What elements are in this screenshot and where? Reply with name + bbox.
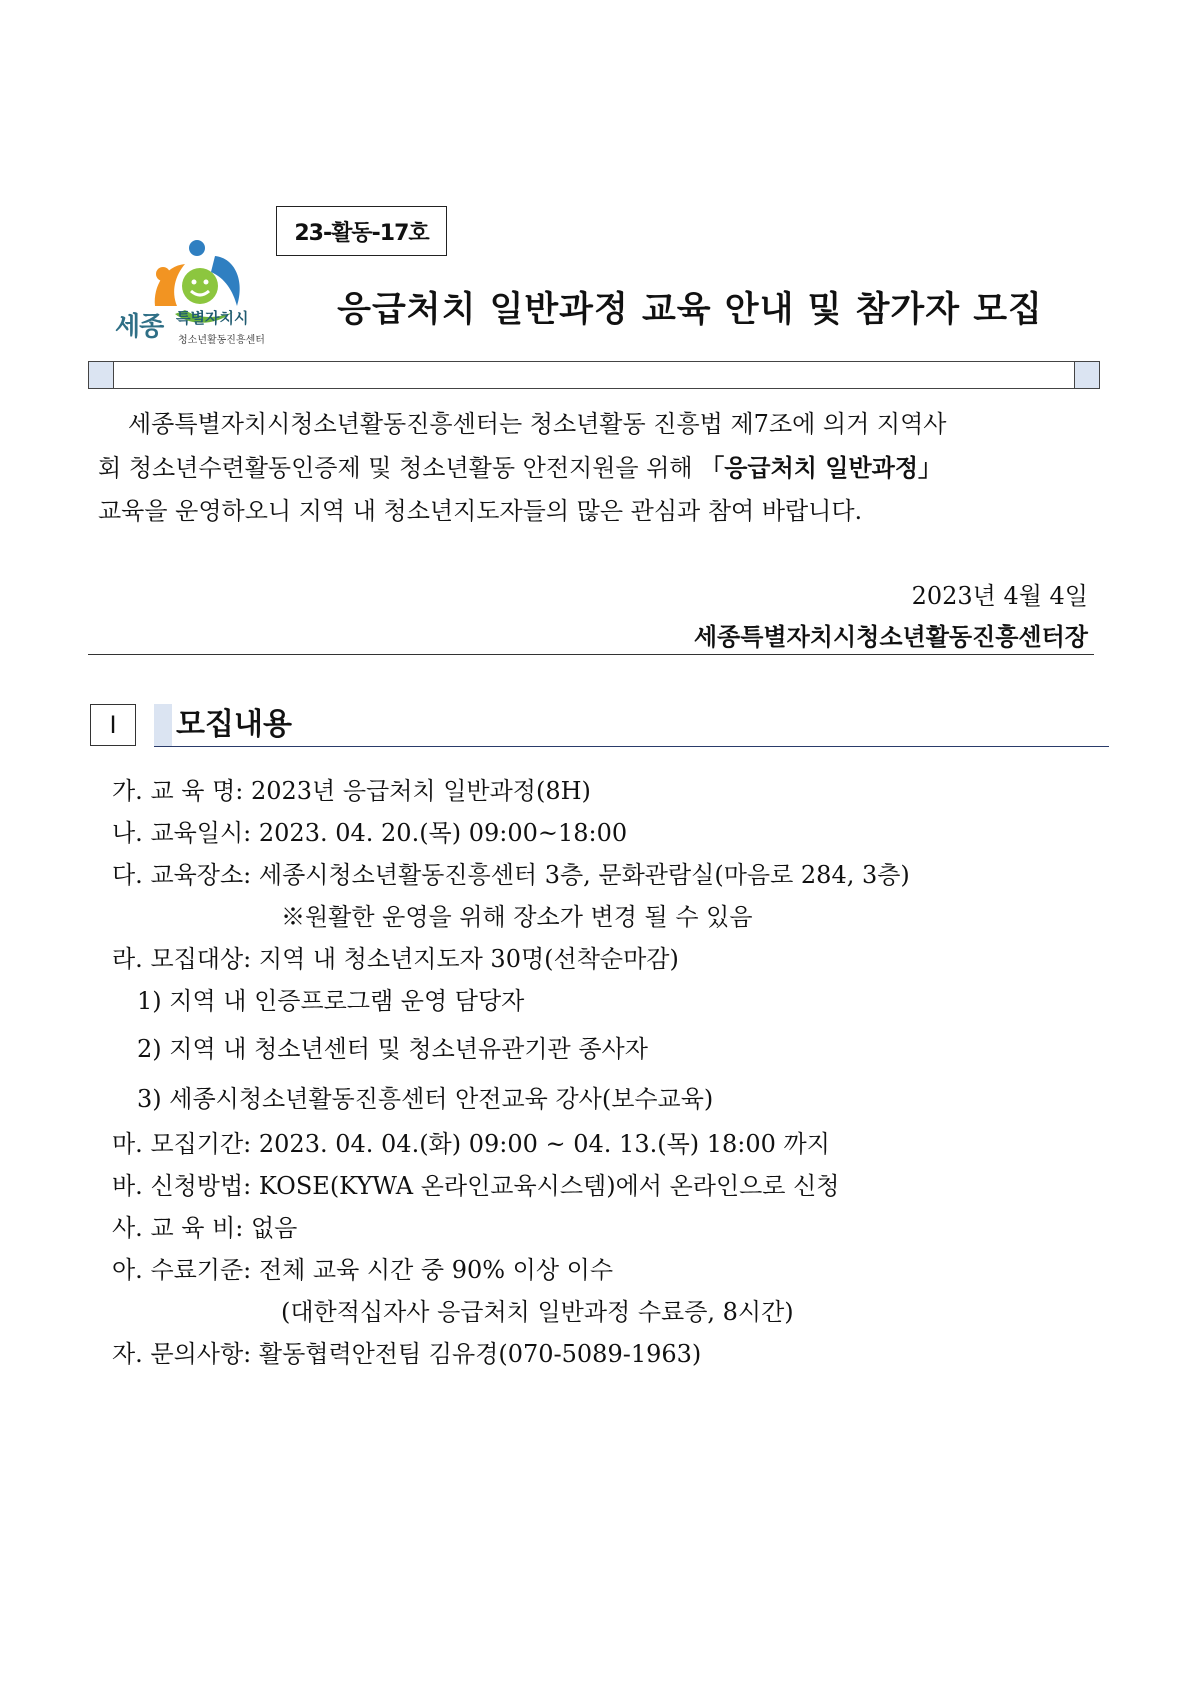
- item-datetime: 나. 교육일시: 2023. 04. 20.(목) 09:00~18:00: [112, 819, 628, 847]
- title-banner: [88, 361, 1100, 389]
- intro-paragraph: [98, 403, 1088, 533]
- item-criteria: 아. 수료기준: 전체 교육 시간 중 90% 이상 이수: [112, 1256, 614, 1284]
- logo-name-org: 청소년활동진흥센터: [178, 335, 265, 346]
- section-title: 모집내용: [176, 707, 292, 742]
- item-place: 다. 교육장소: 세종시청소년활동진흥센터 3층, 문화관람실(마음로 284, 3층): [112, 861, 910, 889]
- banner-cap-left: [89, 362, 114, 388]
- document-number: 23-활동-17호: [276, 206, 447, 256]
- issue-date: 2023년 4월 4일: [911, 582, 1088, 610]
- divider: [88, 654, 1094, 655]
- page-title: 응급처치 일반과정 교육 안내 및 참가자 모집: [337, 290, 1043, 330]
- intro-line-2-text: 회 청소년수련활동인증제 및 청소년활동 안전지원을 위해: [98, 454, 701, 482]
- signatory: 세종특별자치시청소년활동진흥센터장: [693, 622, 1088, 651]
- item-contact: 자. 문의사항: 활동협력안전팀 김유경(070-5089-1963): [112, 1340, 702, 1368]
- item-place-note: ※원활한 운영을 위해 장소가 변경 될 수 있음: [281, 903, 753, 931]
- item-target-1: 1) 지역 내 인증프로그램 운영 담당자: [137, 987, 525, 1015]
- item-target: 라. 모집대상: 지역 내 청소년지도자 30명(선착순마감): [112, 945, 679, 973]
- intro-course-name: 「응급처치 일반과정」: [700, 453, 943, 482]
- item-method: 바. 신청방법: KOSE(KYWA 온라인교육시스템)에서 온라인으로 신청: [112, 1172, 840, 1200]
- item-period: 마. 모집기간: 2023. 04. 04.(화) 09:00 ~ 04. 13.(목) 18:00 까지: [112, 1130, 830, 1158]
- section-accent: [154, 704, 172, 746]
- section-underline: [154, 746, 1109, 747]
- intro-line-1: 세종특별자치시청소년활동진흥센터는 청소년활동 진흥법 제7조에 의거 지역사: [128, 410, 947, 438]
- item-course-name: 가. 교 육 명: 2023년 응급처치 일반과정(8H): [112, 777, 591, 805]
- item-target-3: 3) 세종시청소년활동진흥센터 안전교육 강사(보수교육): [137, 1085, 714, 1113]
- item-fee: 사. 교 육 비: 없음: [112, 1214, 298, 1242]
- item-criteria-note: (대한적십자사 응급처치 일반과정 수료증, 8시간): [281, 1298, 794, 1326]
- section-number: Ⅰ: [90, 704, 136, 746]
- intro-line-2: [98, 446, 1088, 490]
- banner-cap-right: [1074, 362, 1099, 388]
- item-target-2: 2) 지역 내 청소년센터 및 청소년유관기관 종사자: [137, 1035, 648, 1063]
- logo-name-sub: 특별자치시: [176, 309, 249, 327]
- intro-line-3: 교육을 운영하오니 지역 내 청소년지도자들의 많은 관심과 참여 바랍니다.: [98, 497, 863, 525]
- logo-name-main: 세종: [115, 312, 164, 342]
